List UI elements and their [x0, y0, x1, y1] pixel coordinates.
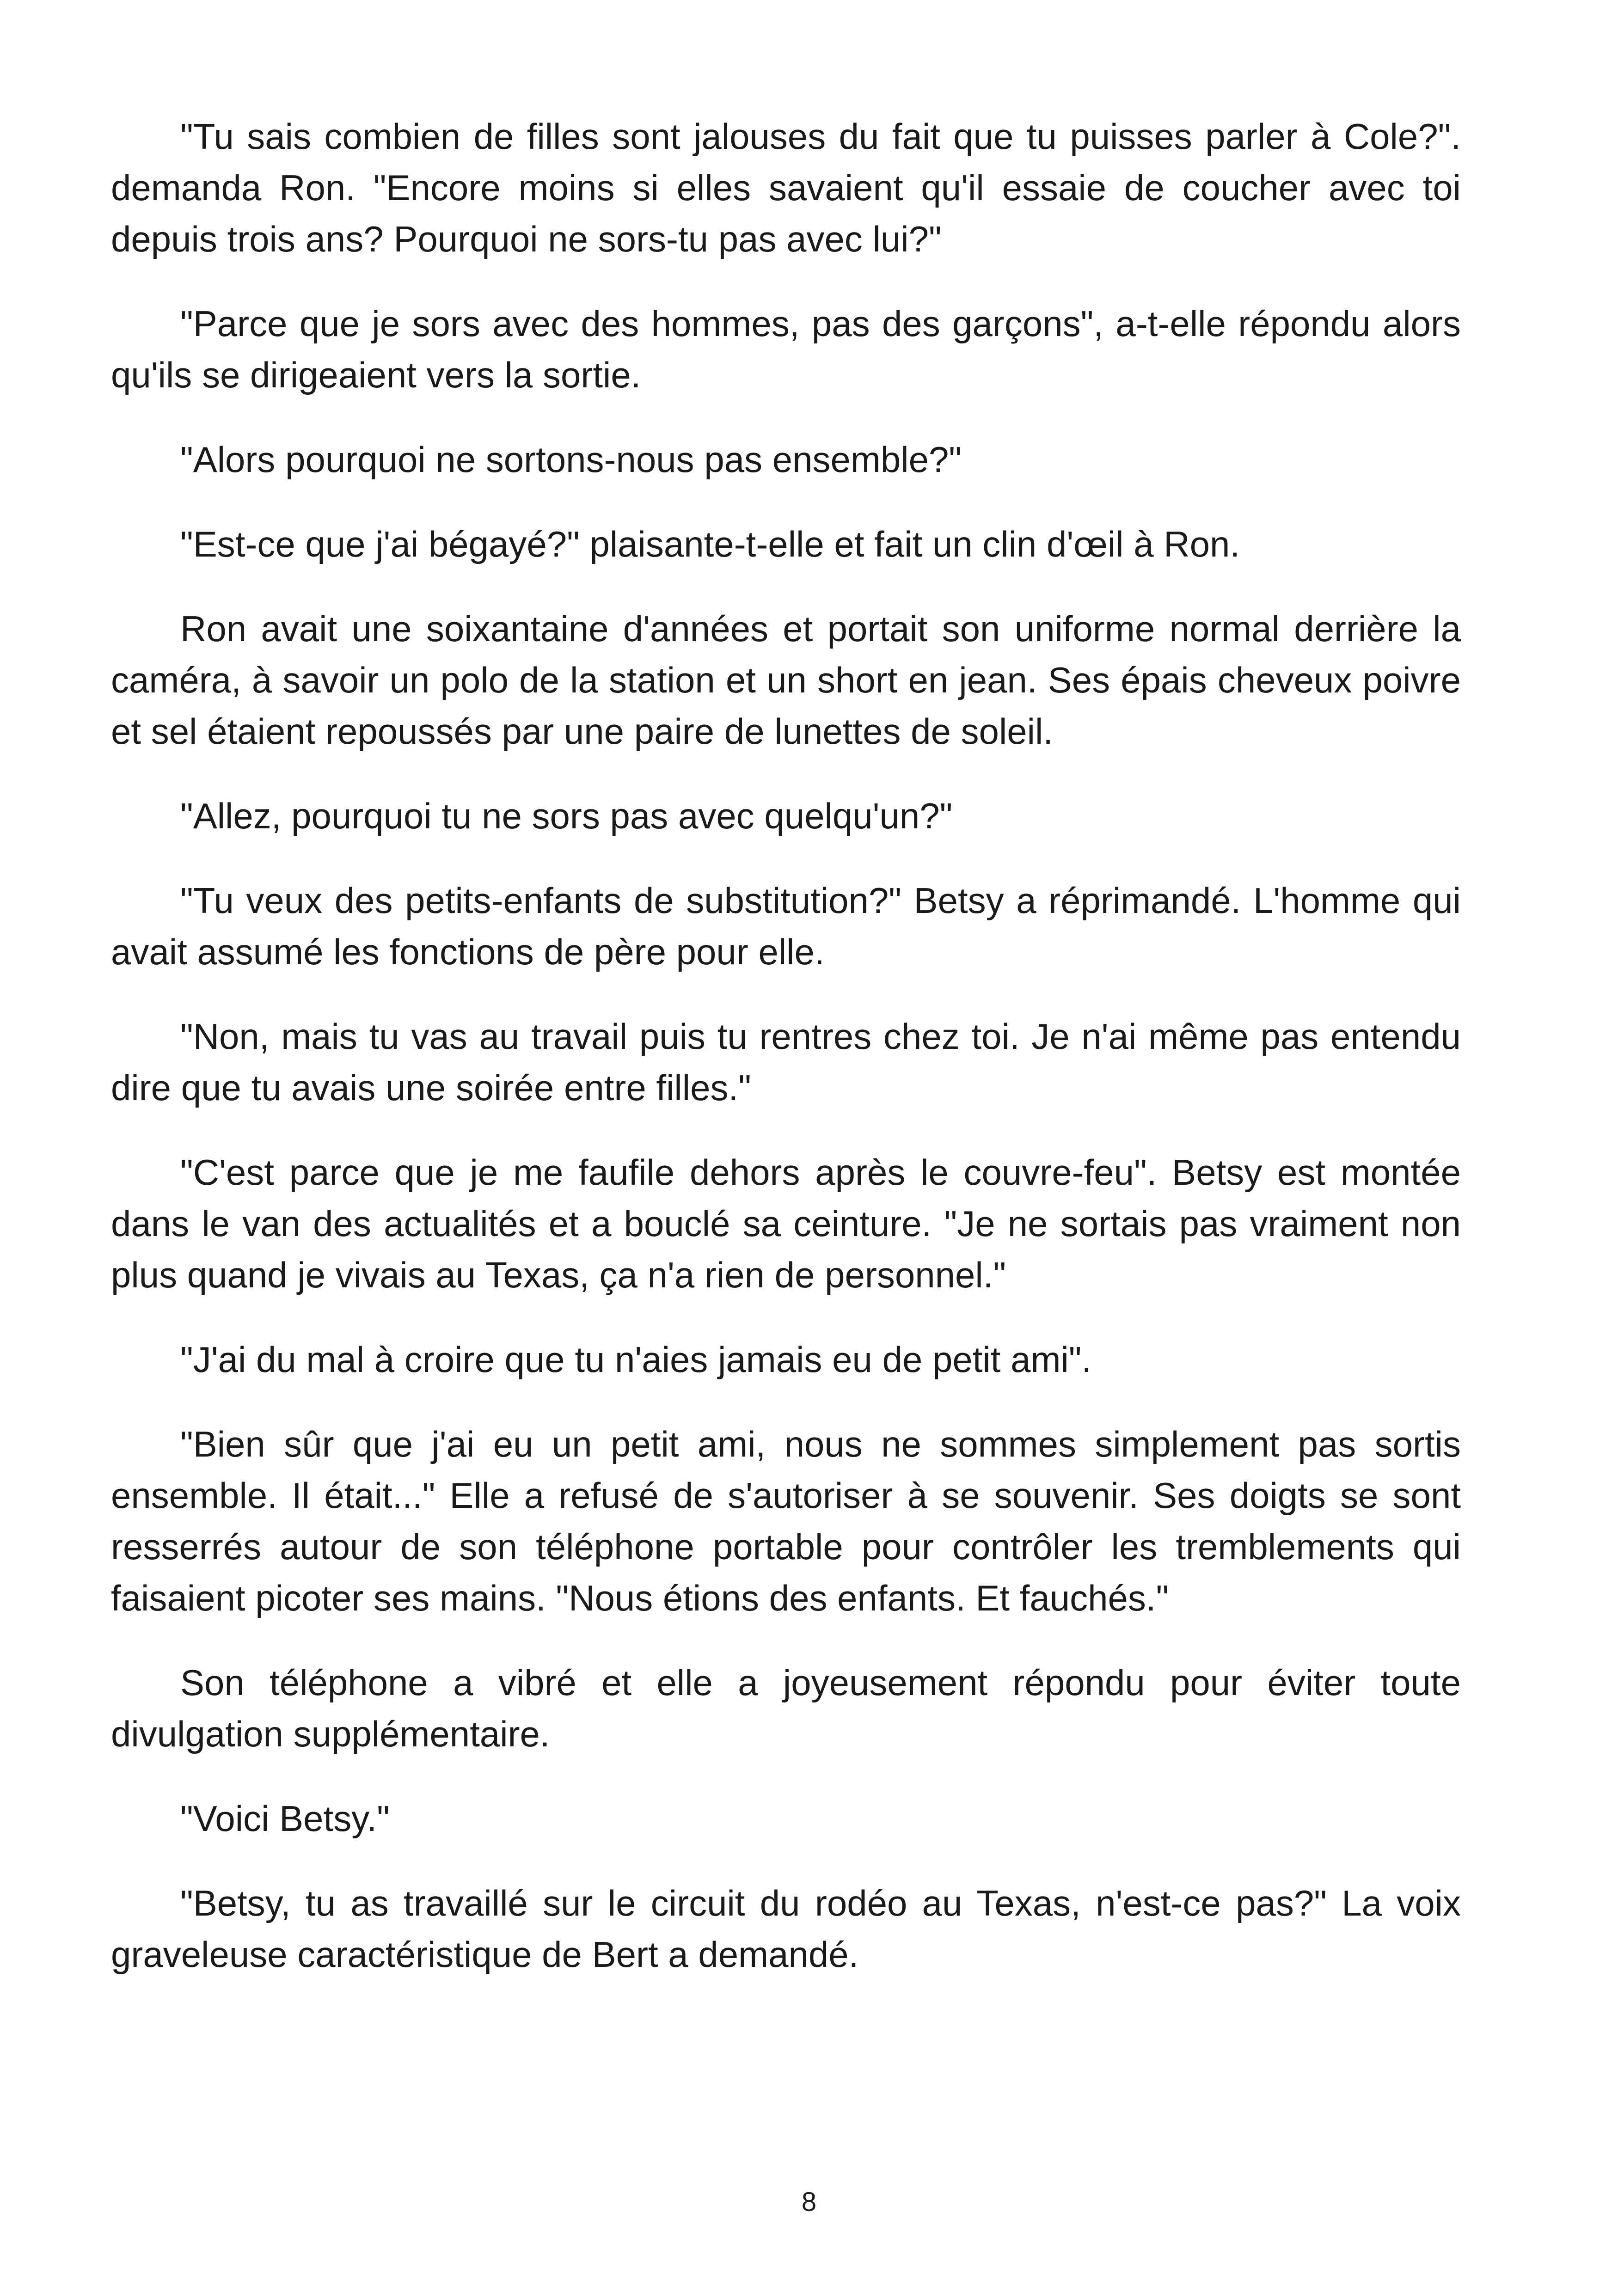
page-number: 8 — [801, 2187, 817, 2217]
paragraph: "Tu veux des petits-enfants de substitution?" Betsy a réprimandé. L'homme qui avait assumé les fonctions de père pour elle. — [111, 880, 1461, 972]
paragraph: Son téléphone a vibré et elle a joyeusement répondu pour éviter toute divulgation supplémentaire. — [111, 1662, 1461, 1754]
paragraph: "Est-ce que j'ai bégayé?" plaisante-t-elle et fait un clin d'œil à Ron. — [180, 524, 1240, 564]
paragraph: "Allez, pourquoi tu ne sors pas avec quelqu'un?" — [180, 796, 953, 836]
paragraph: "Tu sais combien de filles sont jalouses du fait que tu puisses parler à Cole?". demanda Ron. "Encore moins si elles savaient qu'il essaie de coucher avec toi depuis trois ans? Pourquoi ne sors-tu pas avec lui?" — [111, 116, 1461, 259]
body-text — [111, 111, 1461, 2014]
paragraph: "Parce que je sors avec des hommes, pas des garçons", a-t-elle répondu alors qu'ils se dirigeaient vers la sortie. — [111, 303, 1461, 395]
paragraph: "J'ai du mal à croire que tu n'aies jamais eu de petit ami". — [180, 1339, 1092, 1380]
paragraph: "Voici Betsy." — [180, 1798, 390, 1839]
paragraph: Ron avait une soixantaine d'années et portait son uniforme normal derrière la caméra, à savoir un polo de la station et un short en jean. Ses épais cheveux poivre et sel étaient repoussés par une paire de lunettes de soleil. — [111, 608, 1461, 752]
paragraph: "Alors pourquoi ne sortons-nous pas ensemble?" — [180, 439, 962, 480]
paragraph: "Betsy, tu as travaillé sur le circuit du rodéo au Texas, n'est-ce pas?" La voix graveleuse caractéristique de Bert a demandé. — [111, 1883, 1461, 1975]
paragraph: "C'est parce que je me faufile dehors après le couvre-feu". Betsy est montée dans le van des actualités et a bouclé sa ceinture. "Je ne sortais pas vraiment non plus quand je vivais au Texas, ça n'a rien de personnel." — [111, 1152, 1461, 1295]
paragraph: "Bien sûr que j'ai eu un petit ami, nous ne sommes simplement pas sortis ensemble. Il était..." Elle a refusé de s'autoriser à se souvenir. Ses doigts se sont resserrés autour de son téléphone portable pour contrôler les tremblements qui faisaient picoter ses mains. "Nous étions des enfants. Et fauchés." — [111, 1424, 1461, 1618]
paragraph: "Non, mais tu vas au travail puis tu rentres chez toi. Je n'ai même pas entendu dire que tu avais une soirée entre filles." — [111, 1016, 1461, 1108]
